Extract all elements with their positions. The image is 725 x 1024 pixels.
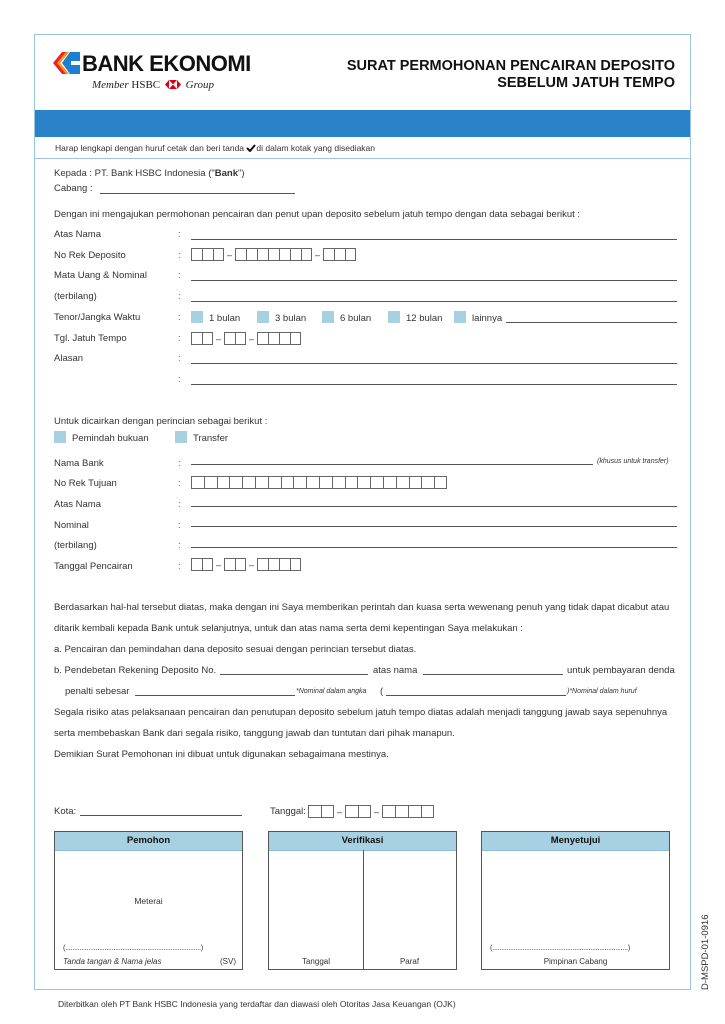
method-pemindah-bukuan[interactable]: Pemindah bukuan (54, 431, 149, 444)
checkbox[interactable] (322, 311, 334, 323)
alasan-field-2[interactable] (191, 384, 677, 385)
menyetujui-box[interactable] (481, 831, 670, 970)
tgl-jatuh-tempo-label: Tgl. Jatuh Tempo (54, 333, 127, 344)
pemohon-dots: (............................................................................) (63, 943, 203, 952)
sv-label: (SV) (220, 957, 236, 966)
tenor-option-lainnya[interactable]: lainnya (454, 311, 502, 324)
kota-label: Kota: (54, 806, 77, 817)
no-rek-deposito-boxes[interactable]: – – (191, 248, 356, 261)
terbilang-tujuan-label: (terbilang) (54, 540, 97, 551)
checkbox[interactable] (388, 311, 400, 323)
nominal-field[interactable] (191, 526, 677, 527)
tanggal-pencairan-boxes[interactable]: – – (191, 558, 301, 571)
cabang-label: Cabang : (54, 183, 93, 194)
tanggal-label: Tanggal: (270, 806, 306, 817)
instructions: Harap lengkapi dengan huruf cetak dan beri tanda di dalam kotak yang disediakan (35, 137, 690, 159)
b-atas-nama-field[interactable] (423, 674, 563, 675)
b-rekening-field[interactable] (220, 674, 368, 675)
tgl-jatuh-tempo-boxes[interactable]: – – (191, 332, 301, 345)
pemohon-box[interactable] (54, 831, 243, 970)
member-hsbc-group: Member HSBC Group (92, 79, 214, 91)
pemohon-caption: Tanda tangan & Nama jelas (63, 957, 162, 966)
no-rek-tujuan-label: No Rek Tujuan (54, 478, 117, 489)
nama-bank-field[interactable] (191, 464, 593, 465)
nominal-angka-note: *Nominal dalam angka (296, 688, 367, 695)
checkbox[interactable] (257, 311, 269, 323)
authorization-a: a. Pencairan dan pemindahan dana deposito sesuai dengan perincian tersebut diatas. (54, 644, 417, 655)
checkbox[interactable] (54, 431, 66, 443)
kota-field[interactable] (80, 815, 242, 816)
menyetujui-dots: (............................................................................) (490, 943, 630, 952)
terbilang-field[interactable] (191, 301, 677, 302)
checkbox[interactable] (454, 311, 466, 323)
atas-nama-field[interactable] (191, 239, 677, 240)
b-atas-nama-label: atas nama (373, 665, 418, 676)
authorization-b-prefix: b. Pendebetan Rekening Deposito No. (54, 665, 217, 676)
alasan-label: Alasan (54, 353, 84, 364)
cabang-field[interactable] (100, 193, 295, 194)
mata-uang-label: Mata Uang & Nominal (54, 270, 147, 281)
penalti-label: penalti sebesar (65, 686, 130, 697)
brand-name: BANK EKONOMI (82, 51, 251, 76)
checkbox[interactable] (191, 311, 203, 323)
risk-p2: serta membebaskan Bank dari segala risiko, tanggung jawab dan tuntutan dari pihak manapun. (54, 728, 455, 739)
menyetujui-title: Menyetujui (482, 832, 669, 851)
risk-p1: Segala risiko atas pelaksanaan pencairan dan penutupan deposito sebelum jatuh tempo diatas adalah menjadi tanggung jawab saya sepenuhnya (54, 707, 668, 718)
pimpinan-cabang-label: Pimpinan Cabang (543, 957, 608, 966)
page-title: SURAT PERMOHONAN PENCAIRAN DEPOSITO SEBELUM JATUH TEMPO (346, 58, 675, 91)
verifikasi-paraf-label: Paraf (399, 957, 420, 966)
authorization-p1: Berdasarkan hal-hal tersebut diatas, maka dengan ini Saya memberikan perintah dan kuasa serta wewenang penuh yang tidak dapat dicabut atau (54, 602, 670, 613)
nama-bank-note: (khusus untuk transfer) (597, 458, 669, 465)
checkmark-icon (246, 144, 256, 152)
pemohon-title: Pemohon (55, 832, 242, 851)
tenor-option-6-bulan[interactable]: 6 bulan (322, 311, 371, 324)
nominal-label: Nominal (54, 520, 89, 531)
intro-text: Dengan ini mengajukan permohonan pencairan dan penut upan deposito sebelum jatuh tempo dengan data sebagai berikut : (54, 209, 581, 220)
footer-text: Diterbitkan oleh PT Bank HSBC Indonesia yang terdaftar dan diawasi oleh Otoritas Jasa Keuangan (OJK) (58, 999, 456, 1009)
b-suffix: untuk pembayaran denda (567, 665, 675, 676)
penalti-angka-field[interactable] (135, 695, 295, 696)
hsbc-hexagon-icon (165, 80, 181, 89)
tenor-option-3-bulan[interactable]: 3 bulan (257, 311, 306, 324)
atas-nama-label: Atas Nama (54, 229, 101, 240)
form-code: D-MSPD-01-0916 (700, 914, 711, 990)
tenor-option-12-bulan[interactable]: 12 bulan (388, 311, 442, 324)
nominal-huruf-note: )*Nominal dalam huruf (567, 688, 637, 695)
verifikasi-divider (363, 850, 364, 969)
disbursement-heading: Untuk dicairkan dengan perincian sebagai berikut : (54, 416, 268, 427)
mata-uang-field[interactable] (191, 280, 677, 281)
closing-statement: Demikian Surat Pemohonan ini dibuat untuk digunakan sebagaimana mestinya. (54, 749, 389, 760)
tanggal-boxes[interactable]: – – (308, 805, 434, 818)
no-rek-deposito-label: No Rek Deposito (54, 250, 126, 261)
no-rek-tujuan-boxes[interactable] (191, 476, 447, 489)
authorization-p2: ditarik kembali kepada Bank untuk selanjutnya, untuk dan atas nama serta demi kepentingan Saya melakukan : (54, 623, 523, 634)
atas-nama-tujuan-field[interactable] (191, 506, 677, 507)
verifikasi-tanggal-label: Tanggal (301, 957, 331, 966)
nama-bank-label: Nama Bank (54, 458, 104, 469)
tanggal-pencairan-label: Tanggal Pencairan (54, 561, 133, 572)
checkbox[interactable] (175, 431, 187, 443)
alasan-field-1[interactable] (191, 363, 677, 364)
tenor-option-1-bulan[interactable]: 1 bulan (191, 311, 240, 324)
penalti-huruf-field[interactable] (386, 695, 566, 696)
method-transfer[interactable]: Transfer (175, 431, 228, 444)
terbilang-tujuan-field[interactable] (191, 547, 677, 548)
kepada-line: Kepada : PT. Bank HSBC Indonesia ("Bank") (54, 168, 245, 179)
tenor-lainnya-field[interactable] (506, 322, 677, 323)
verifikasi-title: Verifikasi (269, 832, 456, 851)
meterai-label: Meterai (134, 896, 163, 906)
terbilang-label: (terbilang) (54, 291, 97, 302)
header-band (35, 110, 690, 137)
bank-ekonomi-logo-icon (52, 52, 80, 74)
tenor-label: Tenor/Jangka Waktu (54, 312, 141, 323)
verifikasi-box[interactable] (268, 831, 457, 970)
atas-nama-tujuan-label: Atas Nama (54, 499, 101, 510)
